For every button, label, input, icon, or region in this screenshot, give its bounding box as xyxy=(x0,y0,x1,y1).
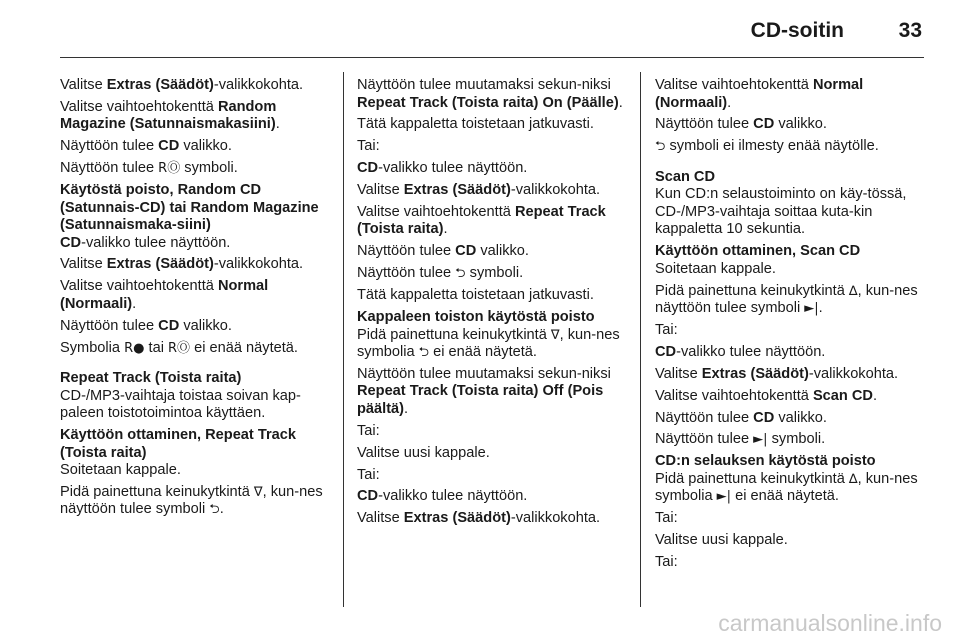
text-run: . xyxy=(132,295,137,312)
text-run: Tai: xyxy=(357,466,380,483)
bold-term: Normal (Normaali) xyxy=(60,278,269,312)
bold-term: Repeat Track (Toista raita) xyxy=(357,203,606,238)
text-run: Tai: xyxy=(655,510,678,527)
text-run: , kun-nes symbolia xyxy=(357,326,620,361)
text-run: . xyxy=(618,94,623,111)
text-run: . xyxy=(443,221,448,238)
symbol-icon: ⮌ xyxy=(655,139,666,155)
text-run: symboli. xyxy=(180,160,238,177)
text-column-2 xyxy=(357,77,625,532)
symbol-icon: RⓄ xyxy=(158,161,181,177)
symbol-icon: ⮌ xyxy=(418,345,430,361)
paragraph xyxy=(357,265,625,283)
text-run: . xyxy=(727,94,732,111)
symbol-icon: RⓄ xyxy=(168,340,191,356)
column-divider xyxy=(640,72,641,607)
text-run: Näyttöön tulee muutamaksi sekun-niksi xyxy=(357,77,611,93)
paragraph xyxy=(357,243,625,261)
text-run: -valikkokohta. xyxy=(510,182,601,199)
paragraph xyxy=(60,278,330,313)
paragraph xyxy=(655,431,927,449)
bold-term: Repeat Track (Toista raita) On (Päälle) xyxy=(357,94,619,111)
paragraph xyxy=(655,138,927,156)
text-run: Valitse xyxy=(60,256,107,273)
bold-term: CD xyxy=(60,234,82,251)
bold-term: CD xyxy=(455,243,477,260)
bold-term: Repeat Track (Toista raita) Off (Pois päältä) xyxy=(357,383,604,417)
paragraph xyxy=(357,116,625,134)
paragraph xyxy=(60,160,330,178)
bold-term: CD xyxy=(655,343,677,360)
symbol-icon: ⮌ xyxy=(209,502,220,518)
subheading: CD:n selauksen käytöstä poisto xyxy=(655,453,876,470)
symbol-icon: ►| xyxy=(716,489,732,505)
text-run: Näyttöön tulee xyxy=(60,317,159,334)
text-run: valikko. xyxy=(476,243,529,260)
text-run: . xyxy=(219,501,224,518)
bold-term: CD xyxy=(753,409,775,426)
subheading: Scan CD xyxy=(655,168,716,185)
bold-term: Extras (Säädöt) xyxy=(701,365,809,382)
paragraph xyxy=(60,484,330,519)
paragraph xyxy=(60,182,330,252)
watermark: carmanualsonline.info xyxy=(718,610,942,636)
text-column-3 xyxy=(655,77,927,576)
text-run: -valikko tulee näyttöön. xyxy=(676,343,826,360)
bold-term: Scan CD xyxy=(812,387,873,404)
text-run: Pidä painettuna keinukytkintä xyxy=(655,470,849,487)
text-run: Pidä painettuna keinukytkintä xyxy=(60,483,254,500)
text-run: valikko. xyxy=(179,138,232,155)
text-run: -valikko tulee näyttöön. xyxy=(81,234,231,251)
paragraph xyxy=(357,160,625,178)
text-run: CD-/MP3-vaihtaja toistaa soivan kap-paleen toistotoimintoa käyttäen. xyxy=(60,387,301,422)
page-number: 33 xyxy=(898,19,922,42)
text-run: . xyxy=(818,300,823,317)
bold-term: Extras (Säädöt) xyxy=(403,182,511,199)
text-run: symboli. xyxy=(767,431,826,448)
paragraph xyxy=(60,99,330,134)
text-column-1 xyxy=(60,77,330,523)
text-run: , kun-nes näyttöön tulee symboli xyxy=(655,282,918,317)
text-run: ei enää näytetä. xyxy=(731,488,839,505)
text-run: symboli. xyxy=(465,265,524,282)
text-run: Valitse vaihtoehtokenttä xyxy=(357,203,515,220)
text-run: Tai: xyxy=(357,138,380,155)
subheading: Käytöstä poisto, Random CD (Satunnais-CD) tai Random Magazine (Satunnaismaka-siini) xyxy=(60,182,319,234)
bold-term: Extras (Säädöt) xyxy=(403,510,511,527)
text-run: Pidä painettuna keinukytkintä xyxy=(357,326,551,343)
paragraph xyxy=(60,256,330,274)
text-run: Valitse xyxy=(357,510,404,527)
text-run: Näyttöön tulee xyxy=(60,160,159,177)
paragraph xyxy=(655,388,927,406)
paragraph xyxy=(60,340,330,358)
paragraph xyxy=(357,510,625,528)
text-run: Tai: xyxy=(357,422,380,439)
subheading: Kappaleen toiston käytöstä poisto xyxy=(357,309,595,326)
text-run: Valitse vaihtoehtokenttä xyxy=(655,77,813,93)
paragraph xyxy=(60,138,330,156)
paragraph xyxy=(357,423,625,441)
symbol-icon: ∇ xyxy=(550,327,560,343)
text-run: -valikkokohta. xyxy=(213,256,304,273)
text-run: Soitetaan kappale. xyxy=(60,462,181,479)
subheading: Käyttöön ottaminen, Scan CD xyxy=(655,243,861,260)
text-run: valikko. xyxy=(774,116,827,133)
paragraph xyxy=(60,427,330,480)
text-run: Tai: xyxy=(655,321,678,338)
paragraph xyxy=(655,116,927,134)
text-run: valikko. xyxy=(774,409,827,426)
paragraph xyxy=(357,467,625,485)
bold-term: CD xyxy=(357,488,379,505)
text-run: Näyttöön tulee xyxy=(655,409,754,426)
text-run: Pidä painettuna keinukytkintä xyxy=(655,282,849,299)
paragraph xyxy=(655,510,927,528)
text-run: Valitse uusi kappale. xyxy=(357,444,490,461)
text-run: -valikko tulee näyttöön. xyxy=(378,488,528,505)
text-run: Tätä kappaletta toistetaan jatkuvasti. xyxy=(357,287,594,304)
subheading: Repeat Track (Toista raita) xyxy=(60,370,242,387)
text-run: ei enää näytetä. xyxy=(429,344,537,361)
text-run: Näyttöön tulee xyxy=(655,431,754,448)
text-run: Näyttöön tulee xyxy=(655,116,754,133)
text-run: , kun-nes symbolia xyxy=(655,470,918,505)
text-run: Soitetaan kappale. xyxy=(655,260,776,277)
text-run: Valitse xyxy=(655,365,702,382)
paragraph xyxy=(655,243,927,278)
text-run: Valitse xyxy=(357,182,404,199)
text-run: Symbolia xyxy=(60,339,125,356)
symbol-icon: ∆ xyxy=(848,283,858,299)
symbol-icon: R● xyxy=(124,340,145,356)
text-run: valikko. xyxy=(179,317,232,334)
paragraph xyxy=(655,169,927,239)
paragraph xyxy=(655,453,927,506)
paragraph xyxy=(357,204,625,239)
bold-term: CD xyxy=(753,116,775,133)
paragraph xyxy=(655,77,927,112)
paragraph xyxy=(655,344,927,362)
column-divider xyxy=(343,72,344,607)
text-run: -valikko tulee näyttöön. xyxy=(378,160,528,177)
text-run: -valikkokohta. xyxy=(510,510,601,527)
paragraph xyxy=(60,77,330,95)
text-run: . xyxy=(275,116,280,133)
bold-term: CD xyxy=(158,317,180,334)
paragraph xyxy=(357,488,625,506)
text-run: ei enää näytetä. xyxy=(190,339,298,356)
symbol-icon: ►| xyxy=(804,301,819,317)
bold-term: Extras (Säädöt) xyxy=(106,77,214,93)
text-run: symboli ei ilmesty enää näytölle. xyxy=(665,138,879,155)
text-run: . xyxy=(872,387,878,404)
bold-term: Normal (Normaali) xyxy=(655,77,864,111)
bold-term: Random Magazine (Satunnaismakasiini) xyxy=(60,98,277,133)
paragraph xyxy=(357,138,625,156)
symbol-icon: ∆ xyxy=(848,471,858,487)
paragraph xyxy=(60,370,330,423)
paragraph xyxy=(655,322,927,340)
bold-term: CD xyxy=(357,160,379,177)
text-run: Tätä kappaletta toistetaan jatkuvasti. xyxy=(357,116,594,133)
paragraph xyxy=(60,318,330,336)
paragraph xyxy=(357,182,625,200)
text-run: Valitse vaihtoehtokenttä xyxy=(655,387,813,404)
text-run: Näyttöön tulee xyxy=(357,265,456,282)
paragraph xyxy=(655,554,927,572)
text-run: Valitse uusi kappale. xyxy=(655,532,788,549)
paragraph xyxy=(357,445,625,463)
paragraph xyxy=(655,366,927,384)
text-run: Näyttöön tulee muutamaksi sekun-niksi xyxy=(357,365,611,382)
text-run: -valikkokohta. xyxy=(213,77,304,93)
subheading: Käyttöön ottaminen, Repeat Track (Toista raita) xyxy=(60,427,296,461)
text-run: , kun-nes näyttöön tulee symboli xyxy=(60,483,323,518)
symbol-icon: ∇ xyxy=(253,484,263,500)
text-run: -valikkokohta. xyxy=(808,365,899,382)
bold-term: CD xyxy=(158,138,180,155)
bold-term: Extras (Säädöt) xyxy=(106,256,214,273)
paragraph xyxy=(655,410,927,428)
text-run: Kun CD:n selaustoiminto on käy-tössä, CD-/MP3-vaihtaja soittaa kuta-kin kappaletta 10 sekuntia. xyxy=(655,186,907,238)
text-run: Näyttöön tulee xyxy=(357,243,456,260)
text-run: Valitse xyxy=(60,77,107,93)
symbol-icon: ►| xyxy=(753,432,768,448)
paragraph xyxy=(357,309,625,362)
paragraph xyxy=(357,287,625,305)
text-run: Näyttöön tulee xyxy=(60,138,159,155)
page-title: CD-soitin xyxy=(750,19,844,42)
text-run: Valitse vaihtoehtokenttä xyxy=(60,278,218,295)
paragraph xyxy=(655,283,927,318)
paragraph xyxy=(357,366,625,419)
text-run: tai xyxy=(144,339,168,356)
paragraph xyxy=(357,77,625,112)
paragraph xyxy=(655,532,927,550)
text-run: Valitse vaihtoehtokenttä xyxy=(60,98,218,115)
page-header xyxy=(0,0,960,58)
text-run: Tai: xyxy=(655,553,678,570)
symbol-icon: ⮌ xyxy=(455,266,466,282)
header-rule xyxy=(60,57,924,58)
text-run: . xyxy=(404,400,409,417)
